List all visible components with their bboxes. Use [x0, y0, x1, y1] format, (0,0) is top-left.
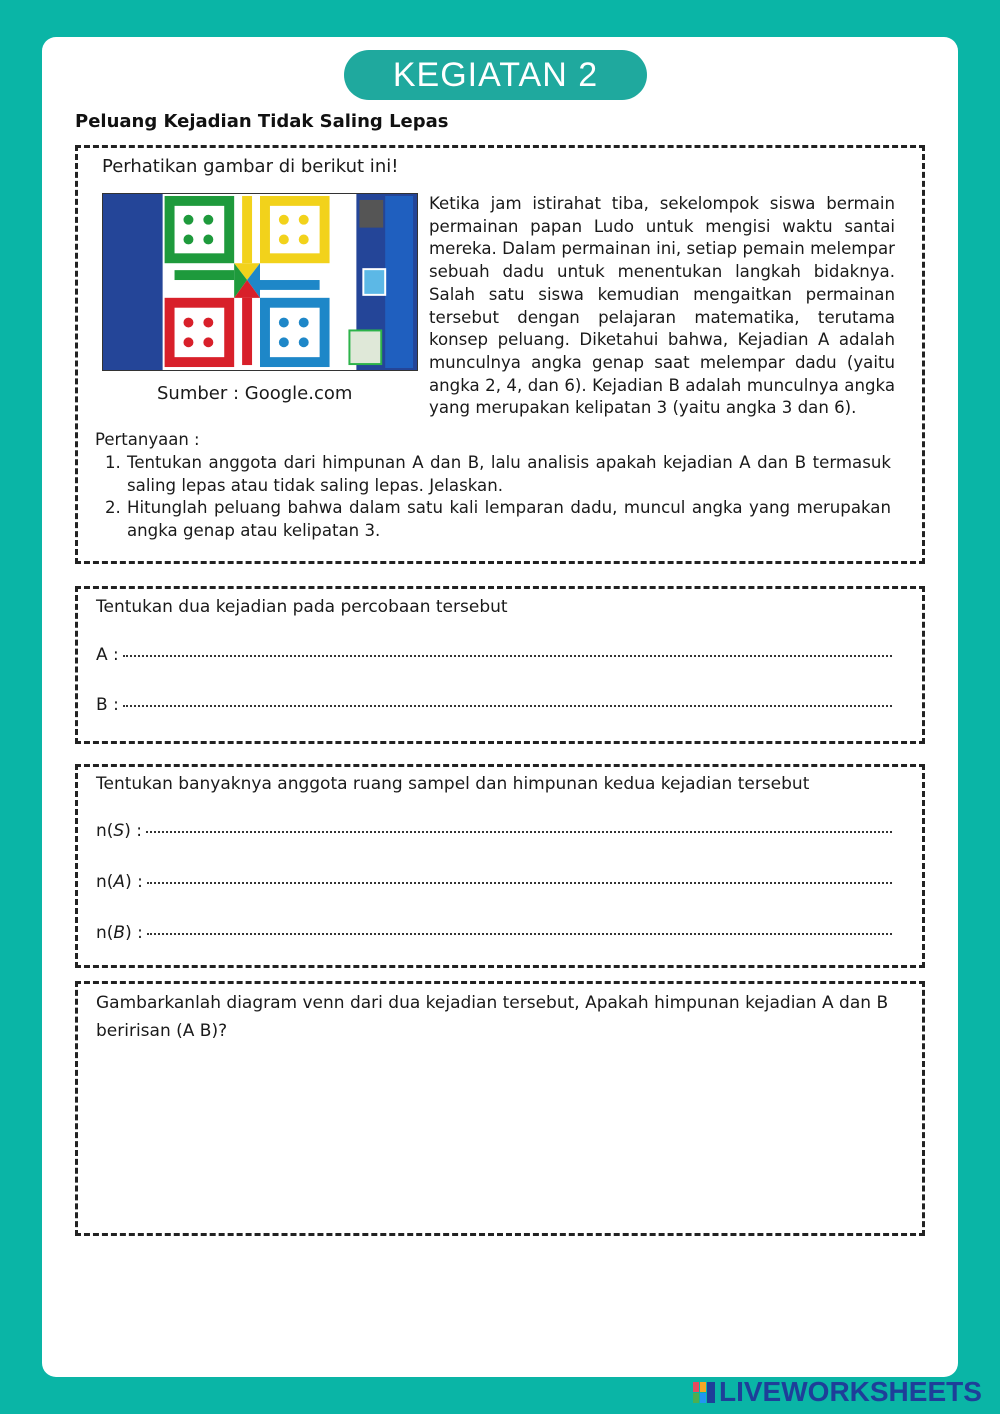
answer-line[interactable] [123, 655, 892, 657]
question-item [105, 452, 891, 497]
answer-label-b: B : [96, 695, 119, 715]
context-paragraph: Ketika jam istirahat tiba, sekelompok siswa bermain permainan papan Ludo untuk mengisi waktu santai mereka. Dalam permainan ini, setiap pemain melempar sebuah dadu untuk menentukan langkah bidaknya. Salah satu siswa kemudian mengaitkan permainan tersebut dengan pelajaran matematika, terutama konsep peluang. Diketahui bahwa, Kejadian A adalah munculnya angka genap saat melempar dadu (yaitu angka 2, 4, dan 6). Kejadian B adalah munculnya angka yang merupakan kelipatan 3 (yaitu angka 3 dan 6). [429, 194, 895, 418]
brand-footer [693, 1376, 982, 1408]
intro-text: Perhatikan gambar di berikut ini! [102, 156, 399, 177]
venn-instruction: Gambarkanlah diagram venn dari dua kejadian tersebut, Apakah himpunan kejadian A dan B beririsan (A B)? [96, 993, 889, 1041]
activity-title: KEGIATAN 2 [344, 50, 647, 100]
answer-field-nb[interactable] [96, 923, 892, 943]
questions-title: Pertanyaan : [95, 430, 200, 449]
answer-label-na: n(A) : [96, 872, 143, 892]
question-number: 1. [105, 453, 121, 472]
answer-line[interactable] [123, 705, 892, 707]
answer-label-nb: n(B) : [96, 923, 143, 943]
question-text: Hitunglah peluang bahwa dalam satu kali lemparan dadu, muncul angka yang merupakan angka genap atau kelipatan 3. [127, 498, 891, 541]
ludo-board-image [102, 193, 418, 371]
sample-space-instruction: Tentukan banyaknya anggota ruang sampel dan himpunan kedua kejadian tersebut [96, 774, 810, 794]
question-item [105, 497, 891, 542]
liveworksheets-logo-icon [693, 1380, 717, 1404]
answer-field-na[interactable] [96, 872, 892, 892]
question-list [105, 452, 891, 543]
section-subtitle: Peluang Kejadian Tidak Saling Lepas [75, 111, 449, 132]
answer-line[interactable] [147, 882, 892, 884]
answer-field-b[interactable] [96, 695, 892, 715]
brand-wordmark: LIVEWORKSHEETS [719, 1376, 982, 1407]
answer-label-ns: n(S) : [96, 821, 142, 841]
answer-label-a: A : [96, 645, 119, 665]
answer-field-a[interactable] [96, 645, 892, 665]
question-text: Tentukan anggota dari himpunan A dan B, lalu analisis apakah kejadian A dan B termasuk saling lepas atau tidak saling lepas. Jelaskan. [127, 453, 891, 495]
image-source-caption: Sumber : Google.com [157, 383, 353, 404]
answer-line[interactable] [147, 933, 892, 935]
question-number: 2. [105, 498, 121, 518]
events-instruction: Tentukan dua kejadian pada percobaan tersebut [96, 597, 508, 617]
answer-field-ns[interactable] [96, 821, 892, 841]
answer-line[interactable] [146, 831, 892, 833]
